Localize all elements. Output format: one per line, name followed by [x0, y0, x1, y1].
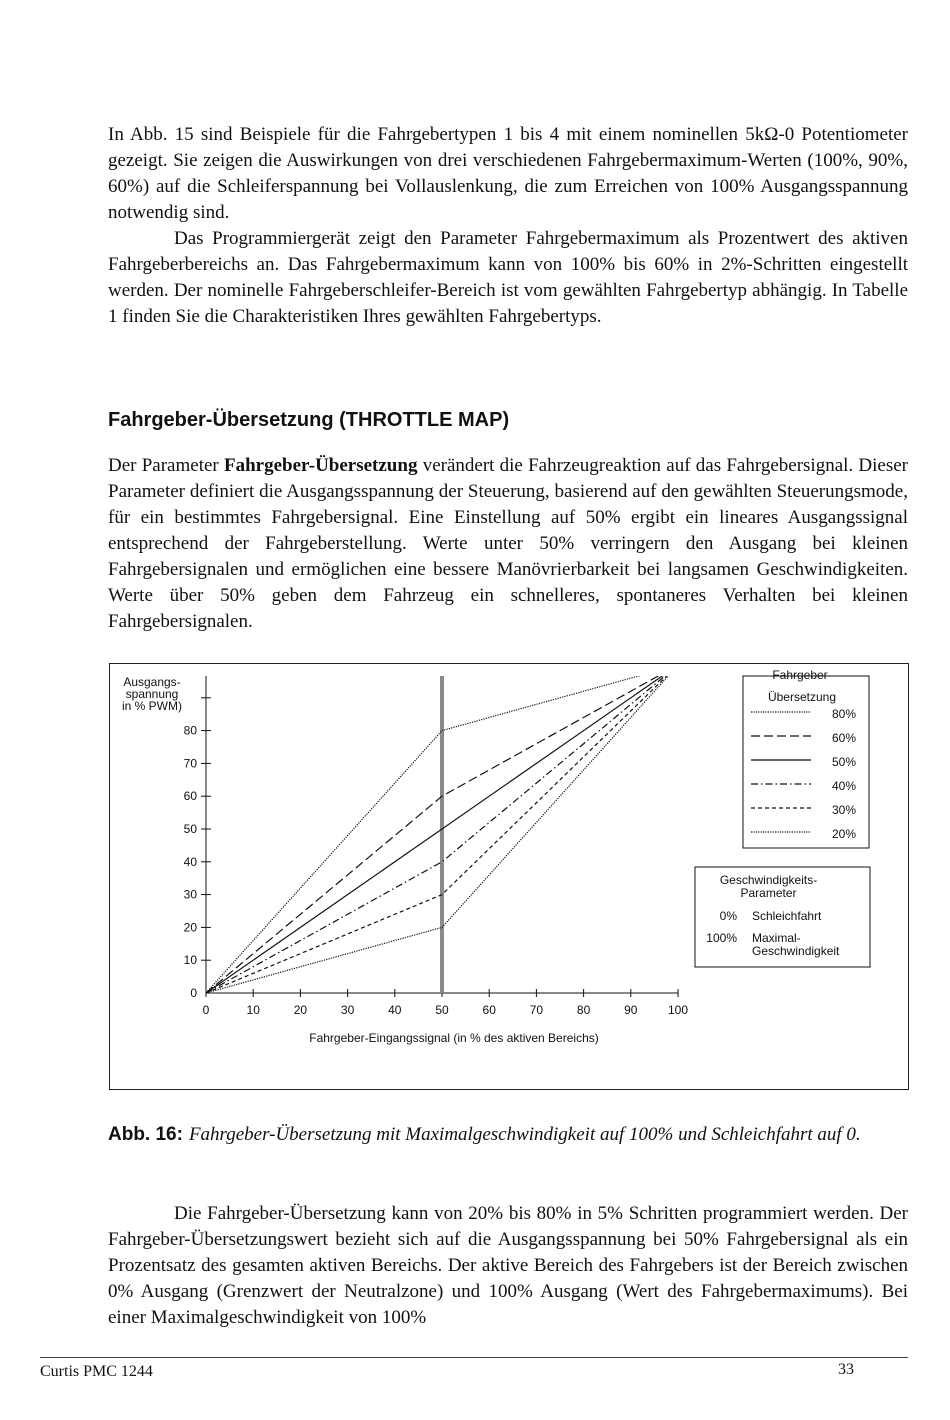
- x-tick-label: 10: [246, 1003, 260, 1017]
- legend-label: 40%: [832, 779, 857, 793]
- y-tick-label: 0: [190, 986, 197, 1000]
- y-tick-label: 20: [183, 920, 197, 935]
- x-tick-label: 60: [482, 1003, 496, 1017]
- caption-label: Abb. 16:: [108, 1124, 183, 1145]
- footer-rule: [40, 1357, 908, 1358]
- param-box-desc: Maximal-: [752, 931, 801, 945]
- throttle-map-paragraph: [108, 453, 908, 635]
- x-tick-label: 30: [340, 1003, 355, 1017]
- x-tick-label: 20: [293, 1003, 308, 1017]
- x-tick-label: 90: [624, 1003, 638, 1017]
- p3-text-before: Der Parameter: [108, 455, 224, 476]
- intro-paragraph: In Abb. 15 sind Beispiele für die Fahrgebertypen 1 bis 4 mit einem nominellen 5kΩ-0 Potentiometer gezeigt. Sie zeigen die Auswirkungen von drei verschiedenen Fahrgebermaximum-Werten (100%, 90%, 60%) auf die Schleiferspannung bei Vollauslenkung, die zum Erreichen von 100% Ausgangsspannung notwendig sind.: [108, 124, 908, 223]
- y-tick-label: 30: [183, 887, 197, 902]
- legend-label: 80%: [832, 707, 857, 721]
- legend-label: 50%: [832, 755, 857, 769]
- param-box-desc: Geschwindigkeit: [752, 944, 840, 958]
- legend-label: 30%: [832, 803, 857, 817]
- y-tick-label: 10: [183, 953, 197, 968]
- y-tick-label: 60: [183, 789, 197, 804]
- figure-frame: [109, 663, 909, 1090]
- x-tick-label: 100: [667, 1003, 689, 1017]
- param-box-value: 0%: [719, 909, 737, 923]
- x-tick-label: 80: [576, 1003, 591, 1017]
- legend-title: Übersetzung: [767, 690, 837, 704]
- map-range-paragraph-text: Die Fahrgeber-Übersetzung kann von 20% bis 80% in 5% Schritten programmiert werden. Der Fahrgeber-Übersetzungswert bezieht sich auf die Ausgangsspannung bei 50% Fahrgebersignal als ein Prozentsatz des gesamten aktiven Bereichs. Der aktive Bereich des Fahrgebers ist der Bereich zwischen 0% Ausgang (Grenzwert der Neutralzone) und 100% Ausgang (Wert des Fahrgebermaximums). Bei einer Maximalgeschwindigkeit von 100%: [108, 1203, 908, 1328]
- footer-title: Curtis PMC 1244: [40, 1363, 153, 1380]
- map-range-paragraph: [108, 1201, 908, 1331]
- y-tick-label: 80: [183, 723, 197, 738]
- x-tick-label: 40: [388, 1003, 402, 1017]
- section-heading: Fahrgeber-Übersetzung (THROTTLE MAP): [108, 409, 510, 431]
- x-tick-label: 70: [529, 1003, 544, 1017]
- y-tick-label: 50: [183, 822, 197, 836]
- x-tick-label: 50: [435, 1003, 449, 1017]
- p3-bold-term: Fahrgeber-Übersetzung: [223, 455, 418, 476]
- param-box-desc: Schleichfahrt: [752, 909, 822, 923]
- y-tick-label: 70: [183, 756, 197, 771]
- p3-text-after: verändert die Fahrzeugreaktion auf das Fahrgebersignal. Dieser Parameter definiert die Ausgangsspannung der Steuerung, basierend auf den gewählten Steuerungsmode, für ein bestimmtes Fahrgebersignal. Eine Einstellung auf 50% ergibt ein lineares Ausgangssignal entsprechend der Fahrgeberstellung. Werte unter 50% verringern den Ausgang bei kleinen Fahrgebersignalen und ermöglichen eine bessere Manövrierbarkeit bei langsamen Geschwindigkeiten. Werte über 50% geben dem Fahrzeug ein schnelleres, spontaneres Verhalten bei kleinen Fahrgebersignalen.: [108, 455, 908, 632]
- y-tick-label: 40: [183, 854, 197, 869]
- x-tick-label: 0: [202, 1003, 210, 1017]
- caption-text: Fahrgeber-Übersetzung mit Maximalgeschwindigkeit auf 100% und Schleichfahrt auf 0.: [188, 1124, 861, 1145]
- param-box-title: Parameter: [740, 886, 797, 900]
- y-axis-label: Ausgangs-: [123, 675, 181, 689]
- x-axis-label: Fahrgeber-Eingangssignal (in % des aktiven Bereichs): [309, 1031, 599, 1045]
- legend-label: 20%: [832, 827, 857, 841]
- legend-title: Fahrgeber-: [772, 668, 832, 682]
- throttle-map-chart: [110, 664, 910, 1091]
- programmer-paragraph-text: Das Programmiergerät zeigt den Parameter Fahrgebermaximum als Prozentwert des aktiven Fahrgeberbereichs an. Das Fahrgebermaximum kann von 100% bis 60% in 2%-Schritten eingestellt werden. Der nominelle Fahrgeberschleifer-Bereich ist vom gewählten Fahrgebertyp abhängig. In Tabelle 1 finden Sie die Charakteristiken Ihres gewählten Fahrgebertyps.: [108, 228, 908, 327]
- y-axis-label: in % PWM): [122, 699, 182, 713]
- y-axis-label: spannung: [125, 687, 179, 701]
- page-number: 33: [838, 1361, 854, 1378]
- param-box-title: Geschwindigkeits-: [719, 873, 818, 887]
- param-box-value: 100%: [706, 931, 737, 945]
- legend-label: 60%: [832, 731, 857, 745]
- figure-caption: [108, 1121, 888, 1148]
- programmer-paragraph: [108, 226, 908, 330]
